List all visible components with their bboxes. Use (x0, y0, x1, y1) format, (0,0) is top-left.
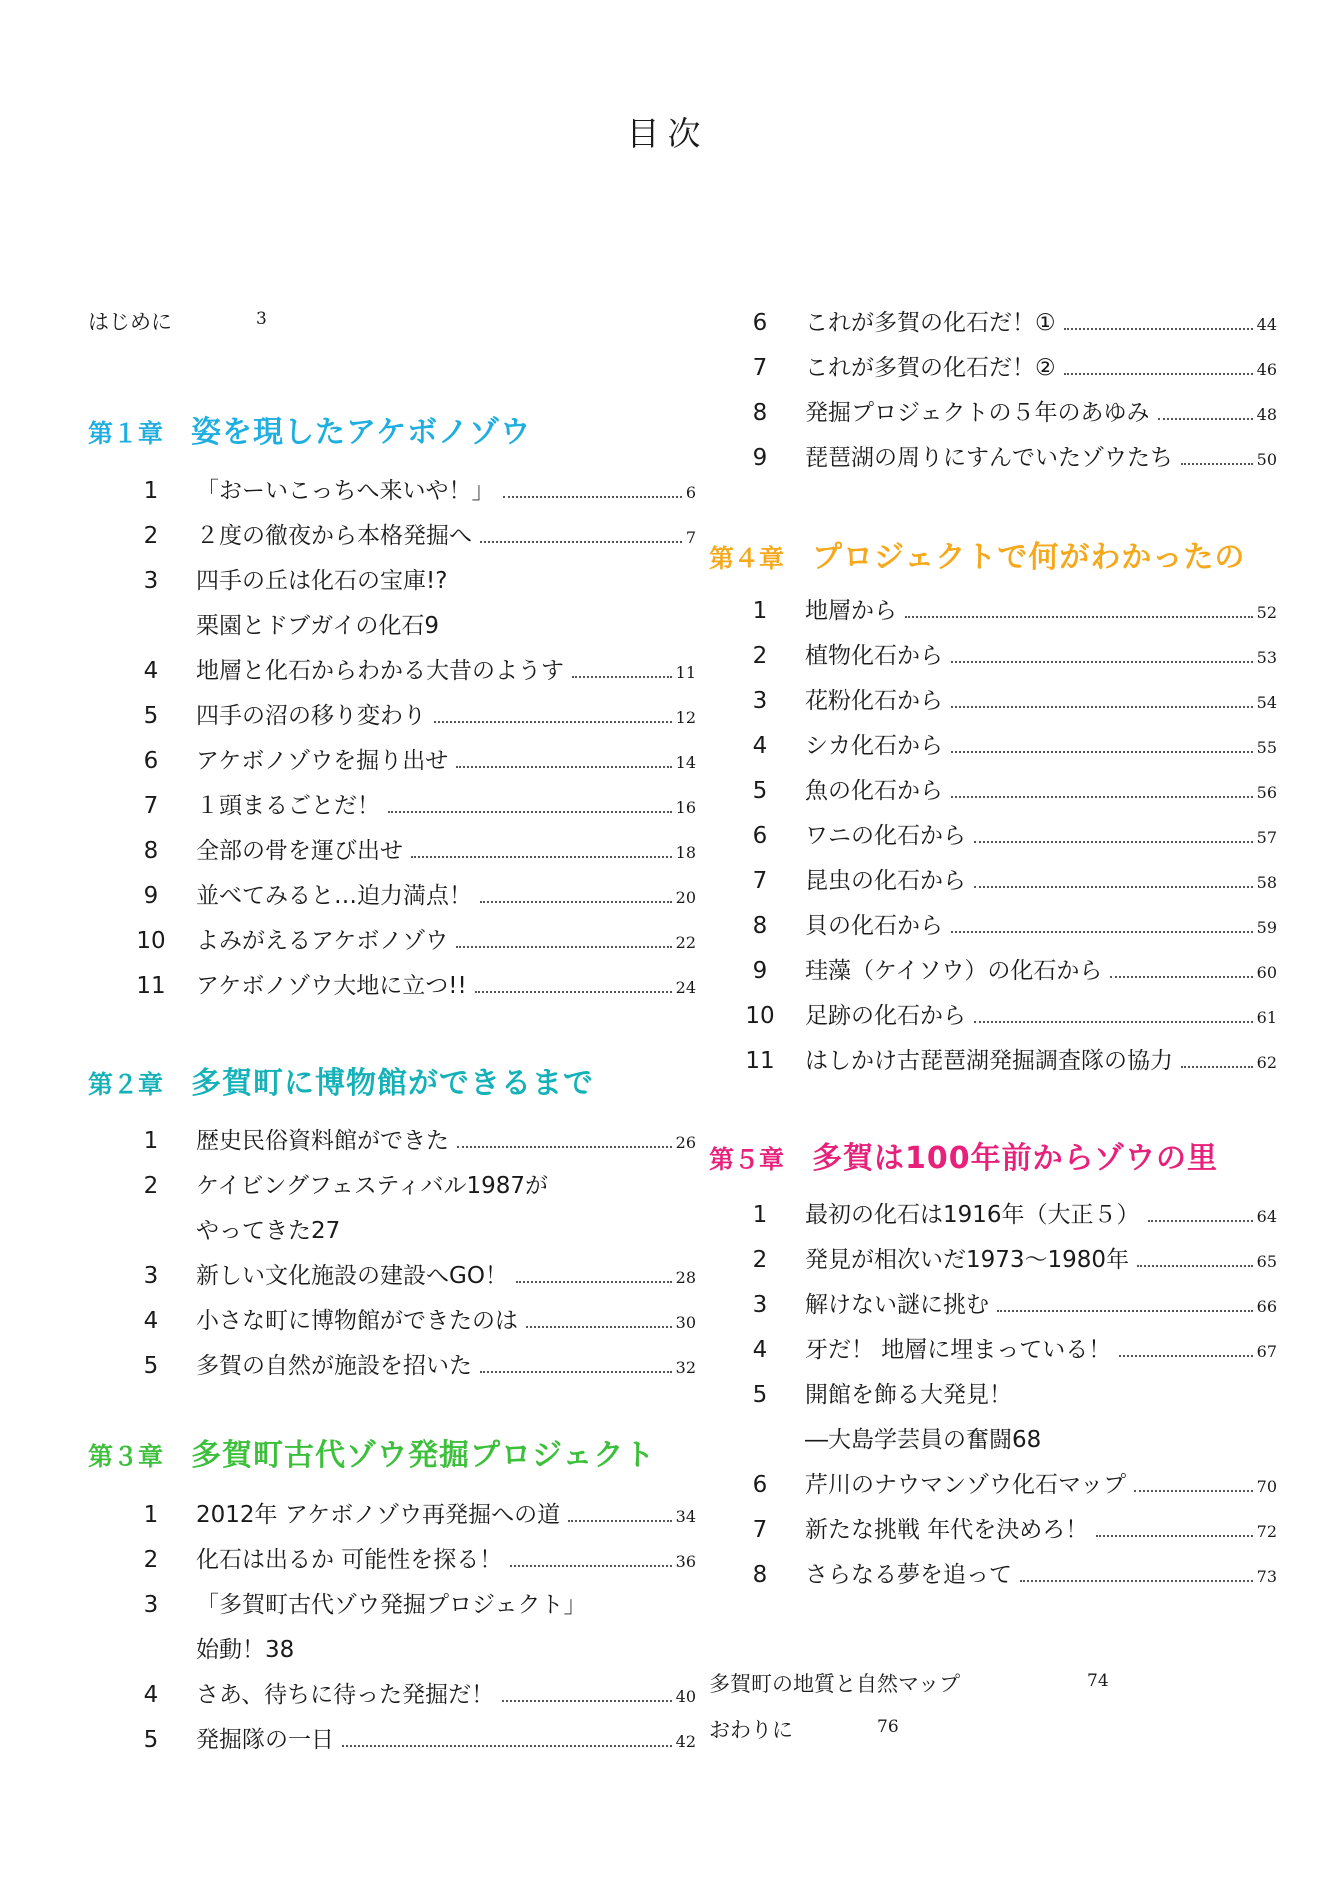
entry-title: はしかけ古琵琶湖発掘調査隊の協力 (805, 1048, 1173, 1074)
entry-number: 2 (143, 523, 159, 549)
dot-leader (434, 721, 672, 723)
toc-entry[interactable] (737, 772, 1277, 804)
toc-entry[interactable] (128, 1347, 696, 1379)
entry-page: 59 (1256, 918, 1277, 937)
entry-page: 65 (1256, 1252, 1277, 1271)
entry-number: 6 (752, 1472, 768, 1498)
toc-entry[interactable] (737, 1556, 1277, 1588)
dot-leader (951, 931, 1253, 933)
entry-title: 地層から (805, 598, 897, 624)
toc-entry[interactable] (128, 1541, 696, 1573)
entry-page: 64 (1256, 1207, 1277, 1226)
entry-page: 34 (675, 1507, 696, 1526)
toc-entry[interactable] (737, 1042, 1277, 1074)
entry-title: 足跡の化石から (805, 1003, 966, 1029)
chapter-number: 第４章 (709, 544, 785, 573)
entry-title: 琵琶湖の周りにすんでいたゾウたち (805, 445, 1173, 471)
entry-number: 10 (136, 928, 166, 954)
front-label: はじめに (88, 310, 172, 334)
entry-number: 10 (745, 1003, 775, 1029)
entry-page: 6 (685, 483, 696, 502)
entry-page: 20 (675, 888, 696, 907)
dot-leader (1181, 1066, 1253, 1068)
entry-number: 5 (752, 778, 768, 804)
entry-number: 11 (136, 973, 166, 999)
entry-number: 4 (752, 733, 768, 759)
entry-page: 44 (1256, 315, 1277, 334)
entry-title: 小さな町に博物館ができたのは (196, 1308, 518, 1334)
dot-leader (1137, 1265, 1253, 1267)
right-column (709, 0, 1277, 1896)
entry-title: 貝の化石から (805, 913, 943, 939)
dot-leader (951, 706, 1253, 708)
dot-leader (1181, 463, 1253, 465)
entry-page: 27 (311, 1218, 341, 1244)
dot-leader (951, 751, 1253, 753)
toc-entry[interactable] (128, 742, 696, 774)
entry-title: 魚の化石から (805, 778, 943, 804)
entry-title-line2: 栗園とドブガイの化石 (196, 613, 425, 639)
entry-title: 全部の骨を運び出せ (196, 838, 403, 864)
chapter-5-heading[interactable] (709, 1133, 1218, 1177)
entry-number: 2 (143, 1173, 159, 1199)
entry-page: 11 (675, 663, 696, 682)
dot-leader (1110, 976, 1252, 978)
dot-leader (1064, 328, 1253, 330)
entry-title: 新たな挑戦 年代を決めろ！ (805, 1517, 1089, 1543)
entry-number: 8 (752, 913, 768, 939)
toc-entry[interactable] (737, 727, 1277, 759)
back-page: 74 (1087, 1671, 1109, 1691)
back-label: おわりに (709, 1718, 793, 1742)
entry-number: 6 (752, 823, 768, 849)
entry-page: 18 (675, 843, 696, 862)
chapter-title: 多賀は100年前からゾウの里 (812, 1141, 1219, 1176)
entry-page: 14 (675, 753, 696, 772)
dot-leader (974, 886, 1253, 888)
entry-title: さあ、待ちに待った発掘だ！ (196, 1682, 495, 1708)
entry-title: 並べてみると…迫力満点！ (196, 883, 472, 909)
dot-leader (1158, 418, 1253, 420)
dot-leader (905, 616, 1253, 618)
entry-title: これが多賀の化石だ！① (805, 310, 1056, 336)
entry-page: 55 (1256, 738, 1277, 757)
toc-entry[interactable] (128, 1676, 696, 1708)
dot-leader (516, 1281, 672, 1283)
toc-entry[interactable] (737, 1241, 1277, 1273)
entry-page: 73 (1256, 1567, 1277, 1586)
toc-entry[interactable] (737, 817, 1277, 849)
entry-page: 28 (675, 1268, 696, 1287)
toc-entry[interactable] (128, 517, 696, 549)
entry-number: 7 (752, 355, 768, 381)
dot-leader (572, 676, 672, 678)
entry-title: 植物化石から (805, 643, 943, 669)
toc-entry[interactable] (128, 1496, 696, 1528)
entry-number: 4 (752, 1337, 768, 1363)
entry-title: ２度の徹夜から本格発掘へ (196, 523, 472, 549)
toc-entry[interactable] (128, 697, 696, 729)
toc-entry[interactable] (737, 862, 1277, 894)
toc-entry[interactable] (737, 907, 1277, 939)
entry-page: 67 (1256, 1342, 1277, 1361)
entry-number: 5 (143, 1353, 159, 1379)
entry-title: 珪藻（ケイソウ）の化石から (805, 958, 1103, 984)
entry-page: 70 (1256, 1477, 1277, 1496)
entry-title: 最初の化石は1916年（大正５） (805, 1202, 1140, 1228)
entry-title: よみがえるアケボノゾウ (196, 928, 449, 954)
dot-leader (568, 1520, 671, 1522)
chapter-title: 多賀町に博物館ができるまで (191, 1066, 595, 1101)
entry-page: 26 (675, 1133, 696, 1152)
toc-back-map[interactable] (709, 1668, 1109, 1698)
entry-page: 24 (675, 978, 696, 997)
toc-entry[interactable] (737, 637, 1277, 669)
entry-title-line2: 始動！ (196, 1637, 265, 1663)
toc-entry[interactable] (737, 1511, 1277, 1543)
chapter-3-heading[interactable] (88, 1430, 655, 1474)
toc-entry[interactable] (737, 682, 1277, 714)
entry-page: 36 (675, 1552, 696, 1571)
entry-title: 発掘プロジェクトの５年のあゆみ (805, 400, 1150, 426)
dot-leader (411, 856, 672, 858)
entry-title: 発掘隊の一日 (196, 1727, 334, 1753)
entry-number: 2 (752, 1247, 768, 1273)
dot-leader (1020, 1580, 1253, 1582)
toc-entry-continuation[interactable] (196, 607, 696, 639)
entry-title: 新しい文化施設の建設へGO！ (196, 1263, 508, 1289)
toc-entry[interactable] (737, 997, 1277, 1029)
entry-title: 発見が相次いだ1973～1980年 (805, 1247, 1130, 1273)
entry-title: さらなる夢を追って (805, 1562, 1012, 1588)
toc-entry[interactable] (737, 1286, 1277, 1318)
entry-title: ケイビングフェスティバル1987が (196, 1173, 549, 1199)
entry-page: 32 (675, 1358, 696, 1377)
entry-title: 歴史民俗資料館ができた (196, 1128, 449, 1154)
dot-leader (1148, 1220, 1253, 1222)
entry-page: 48 (1256, 405, 1277, 424)
dot-leader (526, 1326, 672, 1328)
entry-page: 42 (675, 1732, 696, 1751)
entry-page: 7 (685, 528, 696, 547)
entry-page: 54 (1256, 693, 1277, 712)
entry-page: 40 (675, 1687, 696, 1706)
dot-leader (974, 1021, 1253, 1023)
entry-page: 72 (1256, 1522, 1277, 1541)
entry-number: 3 (143, 1592, 159, 1618)
entry-page: 30 (675, 1313, 696, 1332)
entry-number: 1 (752, 598, 768, 624)
toc-front-hajimeni[interactable] (88, 306, 267, 336)
entry-number: 4 (143, 1308, 159, 1334)
front-page: 3 (256, 309, 267, 329)
entry-number: 2 (143, 1547, 159, 1573)
entry-page: 62 (1256, 1053, 1277, 1072)
dot-leader (456, 766, 671, 768)
entry-page: 57 (1256, 828, 1277, 847)
chapter-title: 姿を現したアケボノゾウ (191, 415, 532, 450)
chapter-number: 第２章 (88, 1070, 164, 1099)
entry-number: 7 (752, 1517, 768, 1543)
entry-number: 7 (143, 793, 159, 819)
dot-leader (974, 841, 1253, 843)
entry-page: 66 (1256, 1297, 1277, 1316)
entry-number: 9 (752, 445, 768, 471)
toc-entry[interactable] (128, 1167, 696, 1199)
back-page: 76 (877, 1717, 899, 1737)
toc-entry[interactable] (128, 832, 696, 864)
chapter-number: 第１章 (88, 419, 164, 448)
entry-number: 6 (143, 748, 159, 774)
entry-page: 38 (265, 1637, 295, 1663)
entry-title: 化石は出るか 可能性を探る！ (196, 1547, 503, 1573)
entry-number: 1 (752, 1202, 768, 1228)
entry-number: 7 (752, 868, 768, 894)
toc-entry[interactable] (128, 1302, 696, 1334)
entry-page: 60 (1256, 963, 1277, 982)
entry-number: 3 (752, 1292, 768, 1318)
entry-title: 2012年 アケボノゾウ再発掘への道 (196, 1502, 561, 1528)
toc-entry[interactable] (737, 1196, 1277, 1228)
toc-entry[interactable] (737, 1376, 1277, 1408)
entry-title: 花粉化石から (805, 688, 943, 714)
toc-entry[interactable] (128, 472, 696, 504)
entry-page: 58 (1256, 873, 1277, 892)
entry-page: 9 (424, 613, 440, 639)
entry-page: 12 (675, 708, 696, 727)
toc-entry-continuation[interactable] (805, 1421, 1277, 1453)
dot-leader (480, 901, 672, 903)
entry-title: 開館を飾る大発見！ (805, 1382, 1012, 1408)
entry-number: 3 (143, 1263, 159, 1289)
entry-page: 16 (675, 798, 696, 817)
dot-leader (475, 991, 672, 993)
chapter-4-heading[interactable] (709, 532, 1245, 576)
chapter-title: 多賀町古代ゾウ発掘プロジェクト (191, 1438, 656, 1473)
entry-title: シカ化石から (805, 733, 943, 759)
toc-entry-continuation[interactable] (196, 1212, 696, 1244)
toc-entry[interactable] (737, 439, 1277, 471)
entry-title: 芹川のナウマンゾウ化石マップ (805, 1472, 1127, 1498)
back-label: 多賀町の地質と自然マップ (709, 1672, 961, 1696)
entry-number: 1 (143, 478, 159, 504)
toc-entry[interactable] (737, 952, 1277, 984)
entry-page: 56 (1256, 783, 1277, 802)
entry-title: 昆虫の化石から (805, 868, 966, 894)
dot-leader (951, 796, 1253, 798)
entry-page: 53 (1256, 648, 1277, 667)
toc-entry[interactable] (128, 1122, 696, 1154)
toc-entry[interactable] (737, 1466, 1277, 1498)
toc-entry[interactable] (128, 562, 696, 594)
entry-title: 四手の丘は化石の宝庫!? (196, 568, 448, 594)
entry-number: 5 (752, 1382, 768, 1408)
chapter-title: プロジェクトで何がわかったの (812, 540, 1246, 575)
toc-entry[interactable] (128, 1586, 696, 1618)
dot-leader (480, 541, 682, 543)
entry-page: 46 (1256, 360, 1277, 379)
entry-page: 22 (675, 933, 696, 952)
dot-leader (503, 496, 682, 498)
dot-leader (502, 1700, 672, 1702)
entry-number: 9 (752, 958, 768, 984)
entry-number: 5 (143, 703, 159, 729)
entry-title: アケボノゾウ大地に立つ!! (196, 973, 467, 999)
chapter-1-heading[interactable] (88, 407, 531, 451)
toc-entry[interactable] (128, 1257, 696, 1289)
toc-entry[interactable] (128, 967, 696, 999)
toc-entry[interactable] (128, 922, 696, 954)
entry-title-line2: ―大島学芸員の奮闘 (805, 1427, 1012, 1453)
entry-number: 5 (143, 1727, 159, 1753)
dot-leader (388, 811, 672, 813)
entry-number: 1 (143, 1128, 159, 1154)
entry-page: 50 (1256, 450, 1277, 469)
toc-entry[interactable] (128, 652, 696, 684)
toc-back-owarini[interactable] (709, 1714, 899, 1744)
dot-leader (480, 1371, 672, 1373)
entry-title: １頭まるごとだ！ (196, 793, 380, 819)
toc-entry[interactable] (128, 1721, 696, 1753)
dot-leader (510, 1565, 671, 1567)
toc-entry[interactable] (737, 349, 1277, 381)
chapter-number: 第３章 (88, 1442, 164, 1471)
entry-title: 「おーいこっちへ来いや！」 (196, 478, 495, 504)
entry-title: 四手の沼の移り変わり (196, 703, 426, 729)
entry-number: 2 (752, 643, 768, 669)
dot-leader (456, 946, 671, 948)
toc-entry[interactable] (737, 304, 1277, 336)
entry-number: 4 (143, 1682, 159, 1708)
entry-title-line2: やってきた (196, 1218, 311, 1244)
entry-number: 4 (143, 658, 159, 684)
chapter-number: 第５章 (709, 1145, 785, 1174)
entry-number: 8 (143, 838, 159, 864)
dot-leader (951, 661, 1253, 663)
entry-page: 52 (1256, 603, 1277, 622)
entry-number: 11 (745, 1048, 775, 1074)
toc-entry-continuation[interactable] (196, 1631, 696, 1663)
entry-number: 8 (752, 400, 768, 426)
chapter-2-heading[interactable] (88, 1058, 594, 1102)
entry-number: 6 (752, 310, 768, 336)
entry-number: 1 (143, 1502, 159, 1528)
entry-title: 「多賀町古代ゾウ発掘プロジェクト」 (196, 1592, 587, 1618)
entry-title: 多賀の自然が施設を招いた (196, 1353, 472, 1379)
entry-number: 8 (752, 1562, 768, 1588)
toc-entry[interactable] (128, 877, 696, 909)
entry-title: これが多賀の化石だ！② (805, 355, 1056, 381)
dot-leader (1134, 1490, 1253, 1492)
entry-title: ワニの化石から (805, 823, 966, 849)
dot-leader (1096, 1535, 1252, 1537)
toc-entry[interactable] (737, 1331, 1277, 1363)
dot-leader (1119, 1355, 1252, 1357)
dot-leader (457, 1146, 672, 1148)
dot-leader (342, 1745, 672, 1747)
entry-title: 地層と化石からわかる大昔のようす (196, 658, 564, 684)
page-title: 目次 (626, 114, 709, 153)
entry-page: 61 (1256, 1008, 1277, 1027)
entry-number: 3 (752, 688, 768, 714)
entry-title: 牙だ！ 地層に埋まっている！ (805, 1337, 1112, 1363)
dot-leader (997, 1310, 1253, 1312)
entry-number: 3 (143, 568, 159, 594)
entry-page: 68 (1012, 1427, 1042, 1453)
dot-leader (1064, 373, 1253, 375)
toc-entry[interactable] (128, 787, 696, 819)
entry-number: 9 (143, 883, 159, 909)
entry-title: アケボノゾウを掘り出せ (196, 748, 449, 774)
entry-title: 解けない謎に挑む (805, 1292, 989, 1318)
toc-entry[interactable] (737, 592, 1277, 624)
toc-entry[interactable] (737, 394, 1277, 426)
